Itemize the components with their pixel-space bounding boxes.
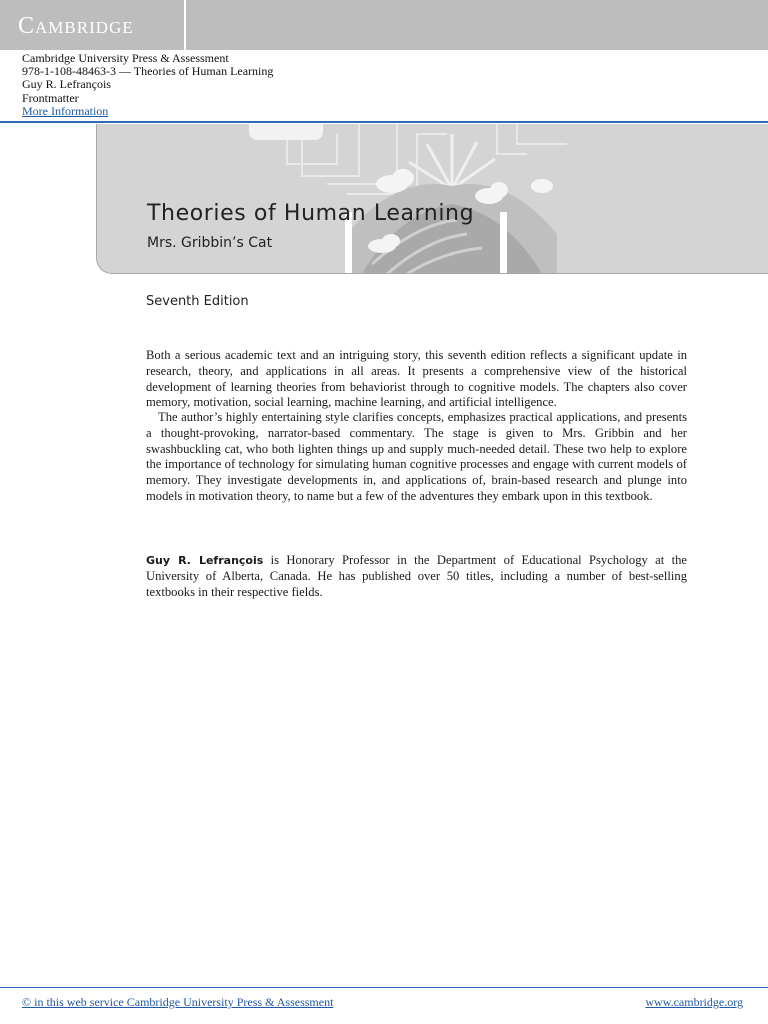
publisher-line: Cambridge University Press & Assessment [22,51,229,65]
cover-banner [96,124,768,274]
website-link[interactable]: www.cambridge.org [645,995,743,1009]
edition-label: Seventh Edition [146,294,249,309]
footer-divider [0,987,768,988]
section-line: Frontmatter [22,90,79,105]
description-paragraph-2: The author’s highly entertaining style clarifies concepts, emphasizes practical applications, and presents a thought-provoking, narrator-based commentary. The stage is given to Mrs. Gribbin and her swashbuckling cat, who both lighten things up and supply much-needed detail. These two help to explore the importance of technology for simulating human cognitive processes and engage with current models of memory. They investigate developments in, and applications of, brain-based research and plunge into models in motivation theory, to name but a few of the adventures they embark upon in this textbook. [146,410,687,503]
top-banner [0,0,768,50]
author-bio-text: is Honorary Professor in the Department of Educational Psychology at the University of Alberta, Canada. He has published over 50 titles, including a number of best-selling textbooks in their respective fields. [146,553,687,599]
book-metadata [22,52,273,118]
cambridge-logo[interactable]: Cambridge [18,13,134,39]
metadata-divider [0,121,768,123]
cover-subtitle: Mrs. Gribbin’s Cat [147,235,273,251]
copyright-link[interactable]: © in this web service Cambridge University Press & Assessment [22,995,334,1009]
isbn-title-line: 978-1-108-48463-3 — Theories of Human Learning [22,64,274,79]
more-information-link[interactable]: More Information [22,103,109,118]
description-paragraph-1: Both a serious academic text and an intriguing story, this seventh edition reflects a significant update in research, theory, and applications in all areas. It presents a comprehensive view of the historical development of learning theories from behaviorist through to cognitive models. The chapters also cover memory, motivation, social learning, machine learning, and artificial intelligence. [146,348,687,410]
author-name: Guy R. Lefrançois [146,554,264,567]
author-bio-paragraph [146,553,687,600]
cover-illustration [97,124,768,274]
author-line: Guy R. Lefrançois [22,77,111,92]
cover-title: Theories of Human Learning [147,201,475,226]
logo-cell [0,0,186,50]
